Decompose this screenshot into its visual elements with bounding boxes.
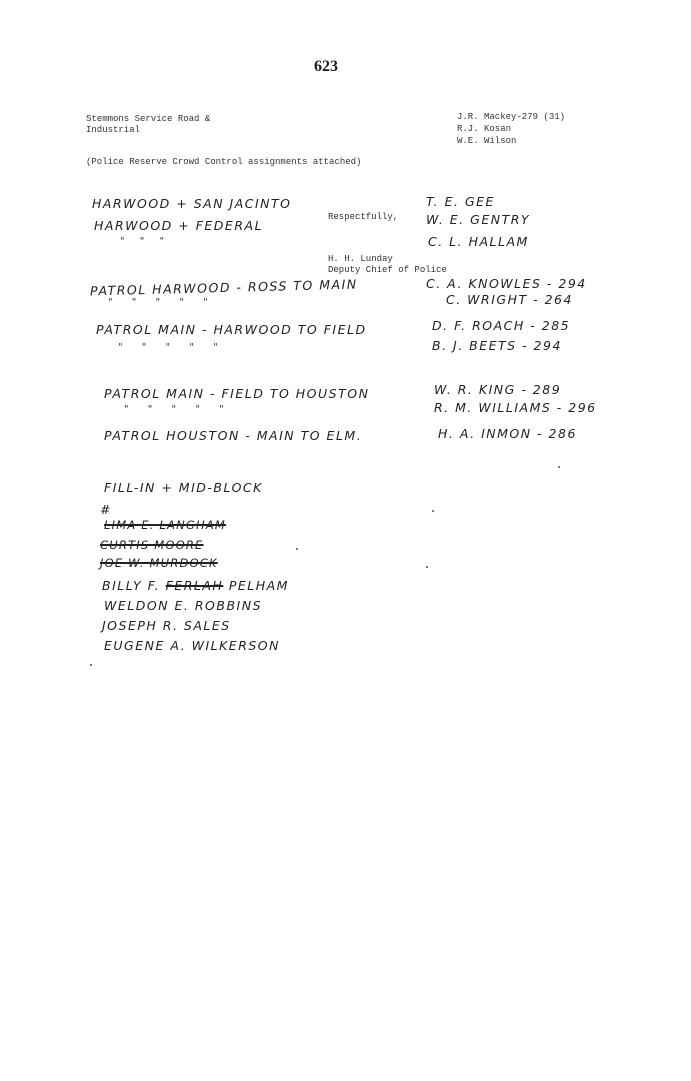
post-main-harwood-field: PATROL MAIN - HARWOOD TO FIELD xyxy=(96,322,367,337)
officer-gentry: W. E. GENTRY xyxy=(426,212,531,227)
first-name: BILLY F. xyxy=(102,578,161,593)
officer-line-2: R.J. Kosan xyxy=(457,124,512,134)
officer-williams: R. M. WILLIAMS - 296 xyxy=(434,400,597,415)
location-line-1: Stemmons Service Road & xyxy=(86,114,211,124)
officer-king: W. R. KING - 289 xyxy=(434,382,562,397)
struck-name-langham: LIMA E. LANGHAM xyxy=(104,518,227,532)
name-pelham xyxy=(102,578,289,593)
location-line-2: Industrial xyxy=(86,125,141,135)
scan-speck xyxy=(558,466,560,468)
scan-speck xyxy=(426,566,428,568)
officer-line-1: J.R. Mackey-279 (31) xyxy=(457,112,566,122)
post-houston-main-elm: PATROL HOUSTON - MAIN TO ELM. xyxy=(104,428,363,443)
name-wilkerson: EUGENE A. WILKERSON xyxy=(104,638,280,653)
struck-surname: FERLAH xyxy=(165,578,224,593)
officer-gee: T. E. GEE xyxy=(426,194,495,209)
post-main-field-houston: PATROL MAIN - FIELD TO HOUSTON xyxy=(104,386,370,401)
signer-title: Deputy Chief of Police xyxy=(328,265,447,275)
ditto-marks: " " " " " xyxy=(124,404,232,415)
officer-wright: C. WRIGHT - 264 xyxy=(446,292,573,307)
officer-roach: D. F. ROACH - 285 xyxy=(432,318,571,333)
ditto-marks: " " " " " xyxy=(118,342,226,353)
name-sales: JOSEPH R. SALES xyxy=(102,618,231,633)
page-number: 623 xyxy=(314,58,338,75)
ditto-marks: " " " " " xyxy=(108,297,216,308)
struck-name-murdock: JOE W. MURDOCK xyxy=(100,556,218,570)
scan-speck xyxy=(296,548,298,550)
number-mark: # xyxy=(100,502,112,517)
officer-hallam: C. L. HALLAM xyxy=(428,234,529,249)
post-harwood-federal: HARWOOD + FEDERAL xyxy=(94,218,264,233)
fill-in-heading: FILL-IN + MID-BLOCK xyxy=(104,480,263,495)
officer-knowles: C. A. KNOWLES - 294 xyxy=(426,276,587,291)
scan-speck xyxy=(90,664,92,666)
scan-speck xyxy=(432,510,434,512)
struck-name-moore: CURTIS MOORE xyxy=(100,538,204,552)
name-robbins: WELDON E. ROBBINS xyxy=(104,598,263,613)
officer-beets: B. J. BEETS - 294 xyxy=(432,338,562,353)
officer-inmon: H. A. INMON - 286 xyxy=(438,426,577,441)
surname: PELHAM xyxy=(228,578,289,593)
reserve-note: (Police Reserve Crowd Control assignments attached) xyxy=(86,157,362,167)
officer-line-3: W.E. Wilson xyxy=(457,136,517,146)
ditto-marks: " " " xyxy=(120,236,171,247)
signer-name: H. H. Lunday xyxy=(328,254,393,264)
post-harwood-ross-main: PATROL HARWOOD - ROSS TO MAIN xyxy=(89,276,358,299)
respectfully-text: Respectfully, xyxy=(328,212,399,222)
post-harwood-san-jacinto: HARWOOD + SAN JACINTO xyxy=(92,196,292,211)
